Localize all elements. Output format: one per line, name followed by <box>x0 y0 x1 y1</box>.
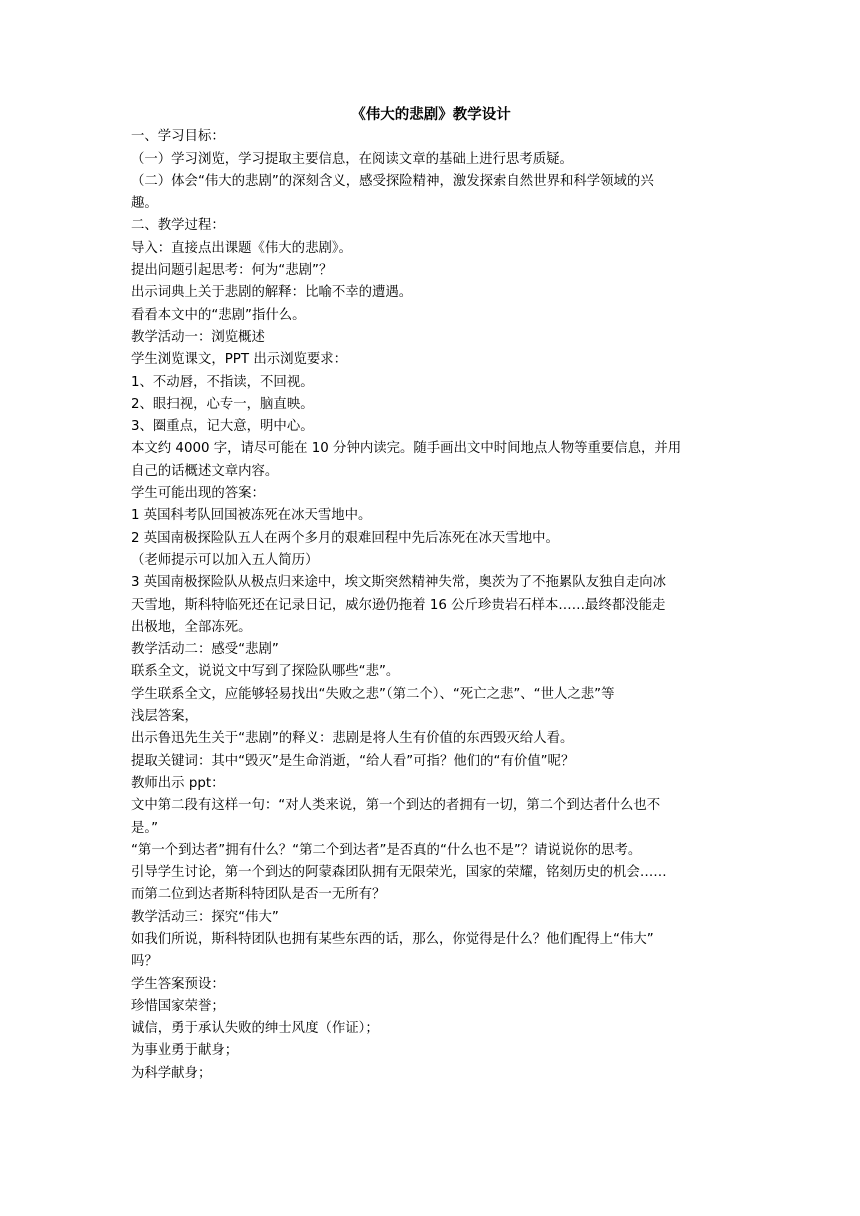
paragraph-line: 1 英国科考队回国被冻死在冰天雪地中。 <box>131 508 372 524</box>
paragraph-line: 天雪地，斯科特临死还在记录日记，威尔逊仍拖着 16 公斤珍贵岩石样本……最终都没能走 <box>131 597 666 613</box>
paragraph-line: 为科学献身； <box>131 1065 212 1081</box>
paragraph-line: 教学活动一：浏览概述 <box>131 329 265 345</box>
paragraph-line: 一、学习目标： <box>131 129 225 145</box>
document-body <box>131 104 731 1085</box>
paragraph-line: 是。” <box>131 820 159 836</box>
paragraph-line: 珍惜国家荣誉； <box>131 998 225 1014</box>
paragraph-list <box>131 126 731 1085</box>
paragraph-line: 吗？ <box>131 954 158 970</box>
paragraph-line: 教师出示 ppt： <box>131 775 225 791</box>
paragraph-line: 浅层答案， <box>131 709 198 725</box>
paragraph-line: 出极地，全部冻死。 <box>131 619 252 635</box>
paragraph-line: （老师提示可以加入五人简历） <box>131 552 319 568</box>
paragraph-line: 为事业勇于献身； <box>131 1043 239 1059</box>
paragraph-line: 教学活动三：探究“伟大” <box>131 909 279 925</box>
paragraph-line: 本文约 4000 字，请尽可能在 10 分钟内读完。随手画出文中时间地点人物等重要信息，并用 <box>131 441 682 457</box>
paragraph-line: 2 英国南极探险队五人在两个多月的艰难回程中先后冻死在冰天雪地中。 <box>131 530 559 546</box>
paragraph-line: 诚信，勇于承认失败的绅士风度（作证）； <box>131 1021 379 1037</box>
paragraph-line: 学生答案预设： <box>131 976 225 992</box>
document-title: 《伟大的悲剧》教学设计 <box>351 107 511 123</box>
paragraph-line: 3 英国南极探险队从极点归来途中，埃文斯突然精神失常，奥茨为了不拖累队友独自走向冰 <box>131 575 667 591</box>
paragraph-line: 学生可能出现的答案： <box>131 486 265 502</box>
paragraph-line: 如我们所说，斯科特团队也拥有某些东西的话，那么，你觉得是什么？他们配得上“伟大” <box>131 931 654 947</box>
paragraph-line: 趣。 <box>131 196 158 212</box>
paragraph-line: 而第二位到达者斯科特团队是否一无所有？ <box>131 887 386 903</box>
paragraph-line: 提出问题引起思考：何为“悲剧”？ <box>131 263 333 279</box>
paragraph-line: 出示词典上关于悲剧的解释：比喻不幸的遭遇。 <box>131 285 413 301</box>
paragraph-line: 教学活动二：感受“悲剧” <box>131 642 279 658</box>
paragraph-line: “第一个到达者”拥有什么？“第二个到达者”是否真的“什么也不是”？请说说你的思考。 <box>131 842 642 858</box>
paragraph-line: 导入：直接点出课题《伟大的悲剧》。 <box>131 240 352 256</box>
paragraph-line: 1、不动唇，不指读，不回视。 <box>131 374 314 390</box>
paragraph-line: 自己的话概述文章内容。 <box>131 463 279 479</box>
paragraph-line: 出示鲁迅先生关于“悲剧”的释义：悲剧是将人生有价值的东西毁灭给人看。 <box>131 731 574 747</box>
paragraph-line: （一）学习浏览，学习提取主要信息，在阅读文章的基础上进行思考质疑。 <box>131 151 573 167</box>
paragraph-line: （二）体会“伟大的悲剧”的深刻含义，感受探险精神，激发探索自然世界和科学领域的兴 <box>131 173 654 189</box>
paragraph-line: 学生联系全文，应能够轻易找出“失败之悲”（第二个）、“死亡之悲”、“世人之悲”等 <box>131 686 615 702</box>
paragraph-line: 看看本文中的“悲剧”指什么。 <box>131 307 306 323</box>
paragraph-line: 二、教学过程： <box>131 218 225 234</box>
paragraph-line: 联系全文，说说文中写到了探险队哪些“悲”。 <box>131 664 400 680</box>
paragraph-line: 学生浏览课文，PPT 出示浏览要求： <box>131 352 348 368</box>
paragraph-line: 文中第二段有这样一句：“对人类来说，第一个到达的者拥有一切，第二个到达者什么也不 <box>131 798 661 814</box>
paragraph-line: 3、圈重点，记大意，明中心。 <box>131 419 314 435</box>
paragraph-line: 提取关键词：其中“毁灭”是生命消逝，“给人看”可指？他们的“有价值”呢？ <box>131 753 575 769</box>
paragraph-line: 引导学生讨论，第一个到达的阿蒙森团队拥有无限荣光，国家的荣耀，铭刻历史的机会…… <box>131 865 667 881</box>
paragraph-line: 2、眼扫视，心专一，脑直映。 <box>131 396 314 412</box>
